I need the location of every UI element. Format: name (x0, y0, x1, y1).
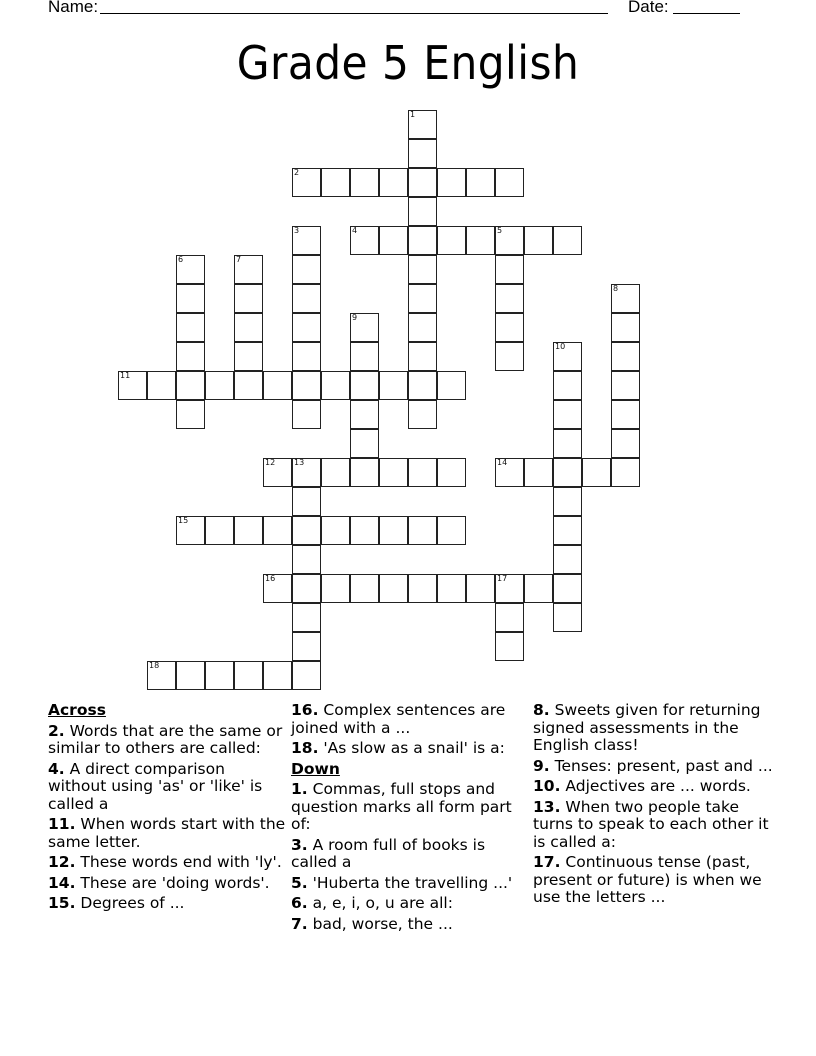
date-label: Date: (628, 0, 669, 16)
grid-cell[interactable] (379, 371, 408, 400)
name-label: Name: (48, 0, 99, 16)
grid-cell[interactable] (553, 603, 582, 632)
grid-cell[interactable] (495, 342, 524, 371)
grid-cell[interactable] (437, 168, 466, 197)
clue-down-6: 6. a, e, i, o, u are all: (291, 894, 453, 912)
grid-cell[interactable] (176, 284, 205, 313)
grid-cell[interactable] (292, 458, 321, 487)
grid-cell[interactable] (466, 226, 495, 255)
grid-cell[interactable] (408, 255, 437, 284)
grid-cell[interactable] (292, 313, 321, 342)
grid-cell[interactable] (466, 574, 495, 603)
grid-cell[interactable] (205, 516, 234, 545)
grid-cell[interactable] (234, 284, 263, 313)
clue-number: 17 (497, 574, 508, 583)
clue-number: 4 (352, 226, 358, 235)
grid-cell[interactable] (524, 574, 553, 603)
grid-cell[interactable] (495, 632, 524, 661)
grid-cell[interactable] (234, 255, 263, 284)
grid-cell[interactable] (292, 342, 321, 371)
grid-cell[interactable] (263, 574, 292, 603)
grid-cell[interactable] (205, 371, 234, 400)
grid-cell[interactable] (234, 661, 263, 690)
grid-cell[interactable] (350, 342, 379, 371)
grid-cell[interactable] (379, 226, 408, 255)
grid-cell[interactable] (263, 458, 292, 487)
grid-cell[interactable] (176, 400, 205, 429)
clue-across-2: 2. Words that are the same or similar to others are called: (48, 721, 283, 757)
grid-cell[interactable] (176, 661, 205, 690)
grid-cell[interactable] (263, 516, 292, 545)
clue-down-3: 3. A room full of books is called a (291, 835, 486, 871)
grid-cell[interactable] (379, 516, 408, 545)
grid-cell[interactable] (263, 661, 292, 690)
clue-number: 11 (120, 371, 131, 380)
grid-cell[interactable] (321, 574, 350, 603)
grid-cell[interactable] (350, 429, 379, 458)
grid-cell[interactable] (611, 342, 640, 371)
puzzle-title: Grade 5 English (236, 36, 580, 90)
clue-number: 12 (265, 458, 276, 467)
clue-number: 9 (352, 313, 358, 322)
grid-cell[interactable] (292, 632, 321, 661)
clue-number: 5 (497, 226, 503, 235)
grid-cell[interactable] (292, 574, 321, 603)
grid-cell[interactable] (147, 371, 176, 400)
clues-column-1 (48, 702, 286, 916)
clue-number: 13 (294, 458, 305, 467)
grid-cell[interactable] (495, 313, 524, 342)
grid-cell[interactable] (524, 458, 553, 487)
grid-cell[interactable] (408, 458, 437, 487)
grid-cell[interactable] (495, 458, 524, 487)
grid-cell[interactable] (350, 516, 379, 545)
grid-cell[interactable] (408, 400, 437, 429)
grid-cell[interactable] (263, 371, 292, 400)
clue-down-8: 8. Sweets given for returning signed assessments in the English class! (533, 701, 761, 754)
grid-cell[interactable] (350, 400, 379, 429)
grid-cell[interactable] (292, 226, 321, 255)
grid-cell[interactable] (495, 574, 524, 603)
grid-cell[interactable] (553, 429, 582, 458)
grid-cell[interactable] (292, 168, 321, 197)
grid-cell[interactable] (553, 342, 582, 371)
grid-cell[interactable] (321, 516, 350, 545)
clue-down-5: 5. 'Huberta the travelling ...' (291, 873, 513, 892)
clue-number: 2 (294, 168, 300, 177)
grid-cell[interactable] (176, 516, 205, 545)
grid-cell[interactable] (553, 545, 582, 574)
grid-cell[interactable] (408, 226, 437, 255)
clue-number: 6 (178, 255, 184, 264)
grid-cell[interactable] (321, 168, 350, 197)
clue-number: 14 (497, 458, 508, 467)
grid-cell[interactable] (495, 284, 524, 313)
grid-cell[interactable] (147, 661, 176, 690)
grid-cell[interactable] (611, 284, 640, 313)
grid-cell[interactable] (292, 661, 321, 690)
grid-cell[interactable] (611, 313, 640, 342)
grid-cell[interactable] (176, 313, 205, 342)
clue-number: 16 (265, 574, 276, 583)
clue-across-11: 11. When words start with the same letter. (48, 815, 286, 851)
grid-cell[interactable] (466, 168, 495, 197)
grid-cell[interactable] (408, 110, 437, 139)
grid-cell[interactable] (292, 371, 321, 400)
grid-cell[interactable] (379, 458, 408, 487)
grid-cell[interactable] (292, 603, 321, 632)
grid-cell[interactable] (350, 371, 379, 400)
clue-number: 18 (149, 661, 160, 670)
grid-cell[interactable] (234, 371, 263, 400)
grid-cell[interactable] (553, 487, 582, 516)
clue-number: 15 (178, 516, 189, 525)
grid-cell[interactable] (611, 400, 640, 429)
grid-cell[interactable] (176, 255, 205, 284)
grid-cell[interactable] (495, 168, 524, 197)
grid-cell[interactable] (292, 284, 321, 313)
grid-cell[interactable] (350, 168, 379, 197)
grid-cell[interactable] (437, 516, 466, 545)
grid-cell[interactable] (408, 168, 437, 197)
grid-cell[interactable] (350, 574, 379, 603)
grid-cell[interactable] (205, 661, 234, 690)
grid-cell[interactable] (234, 313, 263, 342)
clues-column-2 (291, 702, 527, 936)
clue-down-13: 13. When two people take turns to speak to each other it is called a: (533, 797, 769, 851)
grid-cell[interactable] (553, 400, 582, 429)
grid-cell[interactable] (553, 226, 582, 255)
clue-across-16: 16. Complex sentences are joined with a ... (291, 701, 506, 737)
clue-number: 7 (236, 255, 242, 264)
grid-cell[interactable] (408, 313, 437, 342)
grid-cell[interactable] (553, 574, 582, 603)
grid-cell[interactable] (408, 197, 437, 226)
grid-cell[interactable] (553, 371, 582, 400)
grid-cell[interactable] (437, 226, 466, 255)
across-heading: Across (48, 701, 106, 719)
clue-across-14: 14. These are 'doing words'. (48, 873, 270, 892)
grid-cell[interactable] (350, 458, 379, 487)
grid-cell[interactable] (350, 226, 379, 255)
grid-cell[interactable] (495, 226, 524, 255)
grid-cell[interactable] (408, 284, 437, 313)
clue-number: 1 (410, 110, 416, 119)
grid-cell[interactable] (437, 574, 466, 603)
clue-number: 3 (294, 226, 300, 235)
grid-cell[interactable] (234, 516, 263, 545)
clue-across-18: 18. 'As slow as a snail' is a: (291, 739, 505, 757)
grid-cell[interactable] (176, 371, 205, 400)
grid-cell[interactable] (611, 371, 640, 400)
clue-down-1: 1. Commas, full stops and question marks all form part of: (291, 780, 512, 833)
grid-cell[interactable] (176, 342, 205, 371)
clue-number: 10 (555, 342, 566, 351)
grid-cell[interactable] (118, 371, 147, 400)
clue-down-10: 10. Adjectives are ... words. (533, 777, 751, 795)
grid-cell[interactable] (437, 371, 466, 400)
clue-across-15: 15. Degrees of ... (48, 894, 185, 912)
clue-number: 8 (613, 284, 619, 293)
grid-cell[interactable] (524, 226, 553, 255)
grid-cell[interactable] (350, 313, 379, 342)
clue-down-7: 7. bad, worse, the ... (291, 914, 453, 933)
grid-cell[interactable] (321, 458, 350, 487)
grid-cell[interactable] (495, 255, 524, 284)
clue-down-9: 9. Tenses: present, past and ... (533, 756, 773, 775)
grid-cell[interactable] (611, 429, 640, 458)
grid-cell[interactable] (611, 458, 640, 487)
grid-cell[interactable] (437, 458, 466, 487)
grid-cell[interactable] (292, 255, 321, 284)
grid-cell[interactable] (582, 458, 611, 487)
grid-cell[interactable] (321, 371, 350, 400)
grid-cell[interactable] (292, 545, 321, 574)
grid-cell[interactable] (292, 400, 321, 429)
grid-cell[interactable] (408, 139, 437, 168)
grid-cell[interactable] (408, 516, 437, 545)
clue-down-17: 17. Continuous tense (past, present or future) is when we use the letters ... (533, 853, 762, 906)
grid-cell[interactable] (495, 603, 524, 632)
clue-across-4: 4. A direct comparison without using 'as' or 'like' is called a (48, 759, 263, 813)
clue-across-12: 12. These words end with 'ly'. (48, 853, 282, 871)
grid-cell[interactable] (379, 574, 408, 603)
grid-cell[interactable] (292, 487, 321, 516)
grid-cell[interactable] (553, 458, 582, 487)
grid-cell[interactable] (408, 574, 437, 603)
grid-cell[interactable] (408, 342, 437, 371)
grid-cell[interactable] (408, 371, 437, 400)
grid-cell[interactable] (234, 342, 263, 371)
grid-cell[interactable] (553, 516, 582, 545)
grid-cell[interactable] (379, 168, 408, 197)
down-heading: Down (291, 759, 340, 778)
grid-cell[interactable] (292, 516, 321, 545)
clues-column-3 (533, 702, 773, 910)
